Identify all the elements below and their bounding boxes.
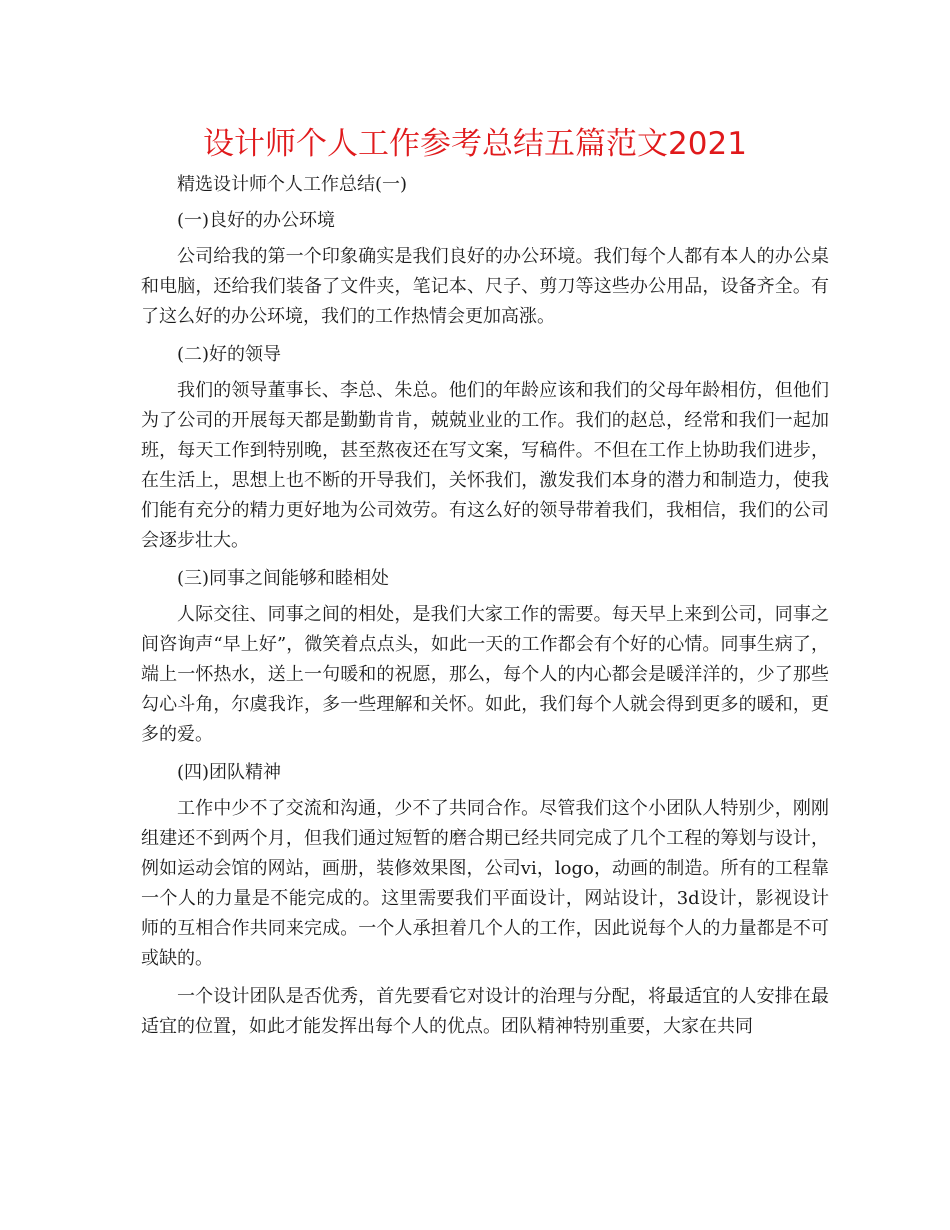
subheading-office-environment: (一)良好的办公环境 — [177, 210, 336, 231]
section-intro-heading: 精选设计师个人工作总结(一) — [177, 174, 408, 195]
paragraph-leadership: 我们的领导董事长、李总、朱总。他们的年龄应该和我们的父母年龄相仿，但他们为了公司的开展每天都是勤勤肯肯，兢兢业业的工作。我们的赵总，经常和我们一起加班，每天工作到特别晚，甚至熬夜还在写文案，写稿件。不但在工作上协助我们进步，在生活上，思想上也不断的开导我们，关怀我们，激发我们本身的潜力和制造力，使我们能有充分的精力更好地为公司效劳。有这么好的领导带着我们，我相信，我们的公司会逐步壮大。 — [141, 380, 829, 551]
subheading-colleagues: (三)同事之间能够和睦相处 — [177, 568, 390, 589]
subheading-team-spirit: (四)团队精神 — [177, 762, 282, 783]
paragraph-colleagues: 人际交往、同事之间的相处，是我们大家工作的需要。每天早上来到公司，同事之间咨询声“早上好”，微笑着点点头，如此一天的工作都会有个好的心情。同事生病了，端上一怀热水，送上一句暖和的祝愿，那么，每个人的内心都会是暖洋洋的，少了那些勾心斗角，尔虞我诈，多一些理解和关怀。如此，我们每个人就会得到更多的暖和，更多的爱。 — [141, 604, 829, 745]
paragraph-team-spirit: 工作中少不了交流和沟通，少不了共同合作。尽管我们这个小团队人特别少，刚刚组建还不到两个月，但我们通过短暂的磨合期已经共同完成了几个工程的筹划与设计，例如运动会馆的网站，画册，装修效果图，公司vi，logo，动画的制造。所有的工程靠一个人的力量是不能完成的。这里需要我们平面设计，网站设计，3d设计，影视设计师的互相合作共同来完成。一个人承担着几个人的工作，因此说每个人的力量都是不可或缺的。 — [141, 798, 829, 969]
document-title: 设计师个人工作参考总结五篇范文2021 — [203, 126, 747, 162]
paragraph-office-environment: 公司给我的第一个印象确实是我们良好的办公环境。我们每个人都有本人的办公桌和电脑，还给我们装备了文件夹，笔记本、尺子、剪刀等这些办公用品，设备齐全。有了这么好的办公环境，我们的工作热情会更加高涨。 — [141, 246, 829, 327]
document-body — [141, 170, 829, 1050]
subheading-leadership: (二)好的领导 — [177, 344, 282, 365]
paragraph-design-team: 一个设计团队是否优秀，首先要看它对设计的治理与分配，将最适宜的人安排在最适宜的位置，如此才能发挥出每个人的优点。团队精神特别重要，大家在共同 — [141, 986, 829, 1037]
